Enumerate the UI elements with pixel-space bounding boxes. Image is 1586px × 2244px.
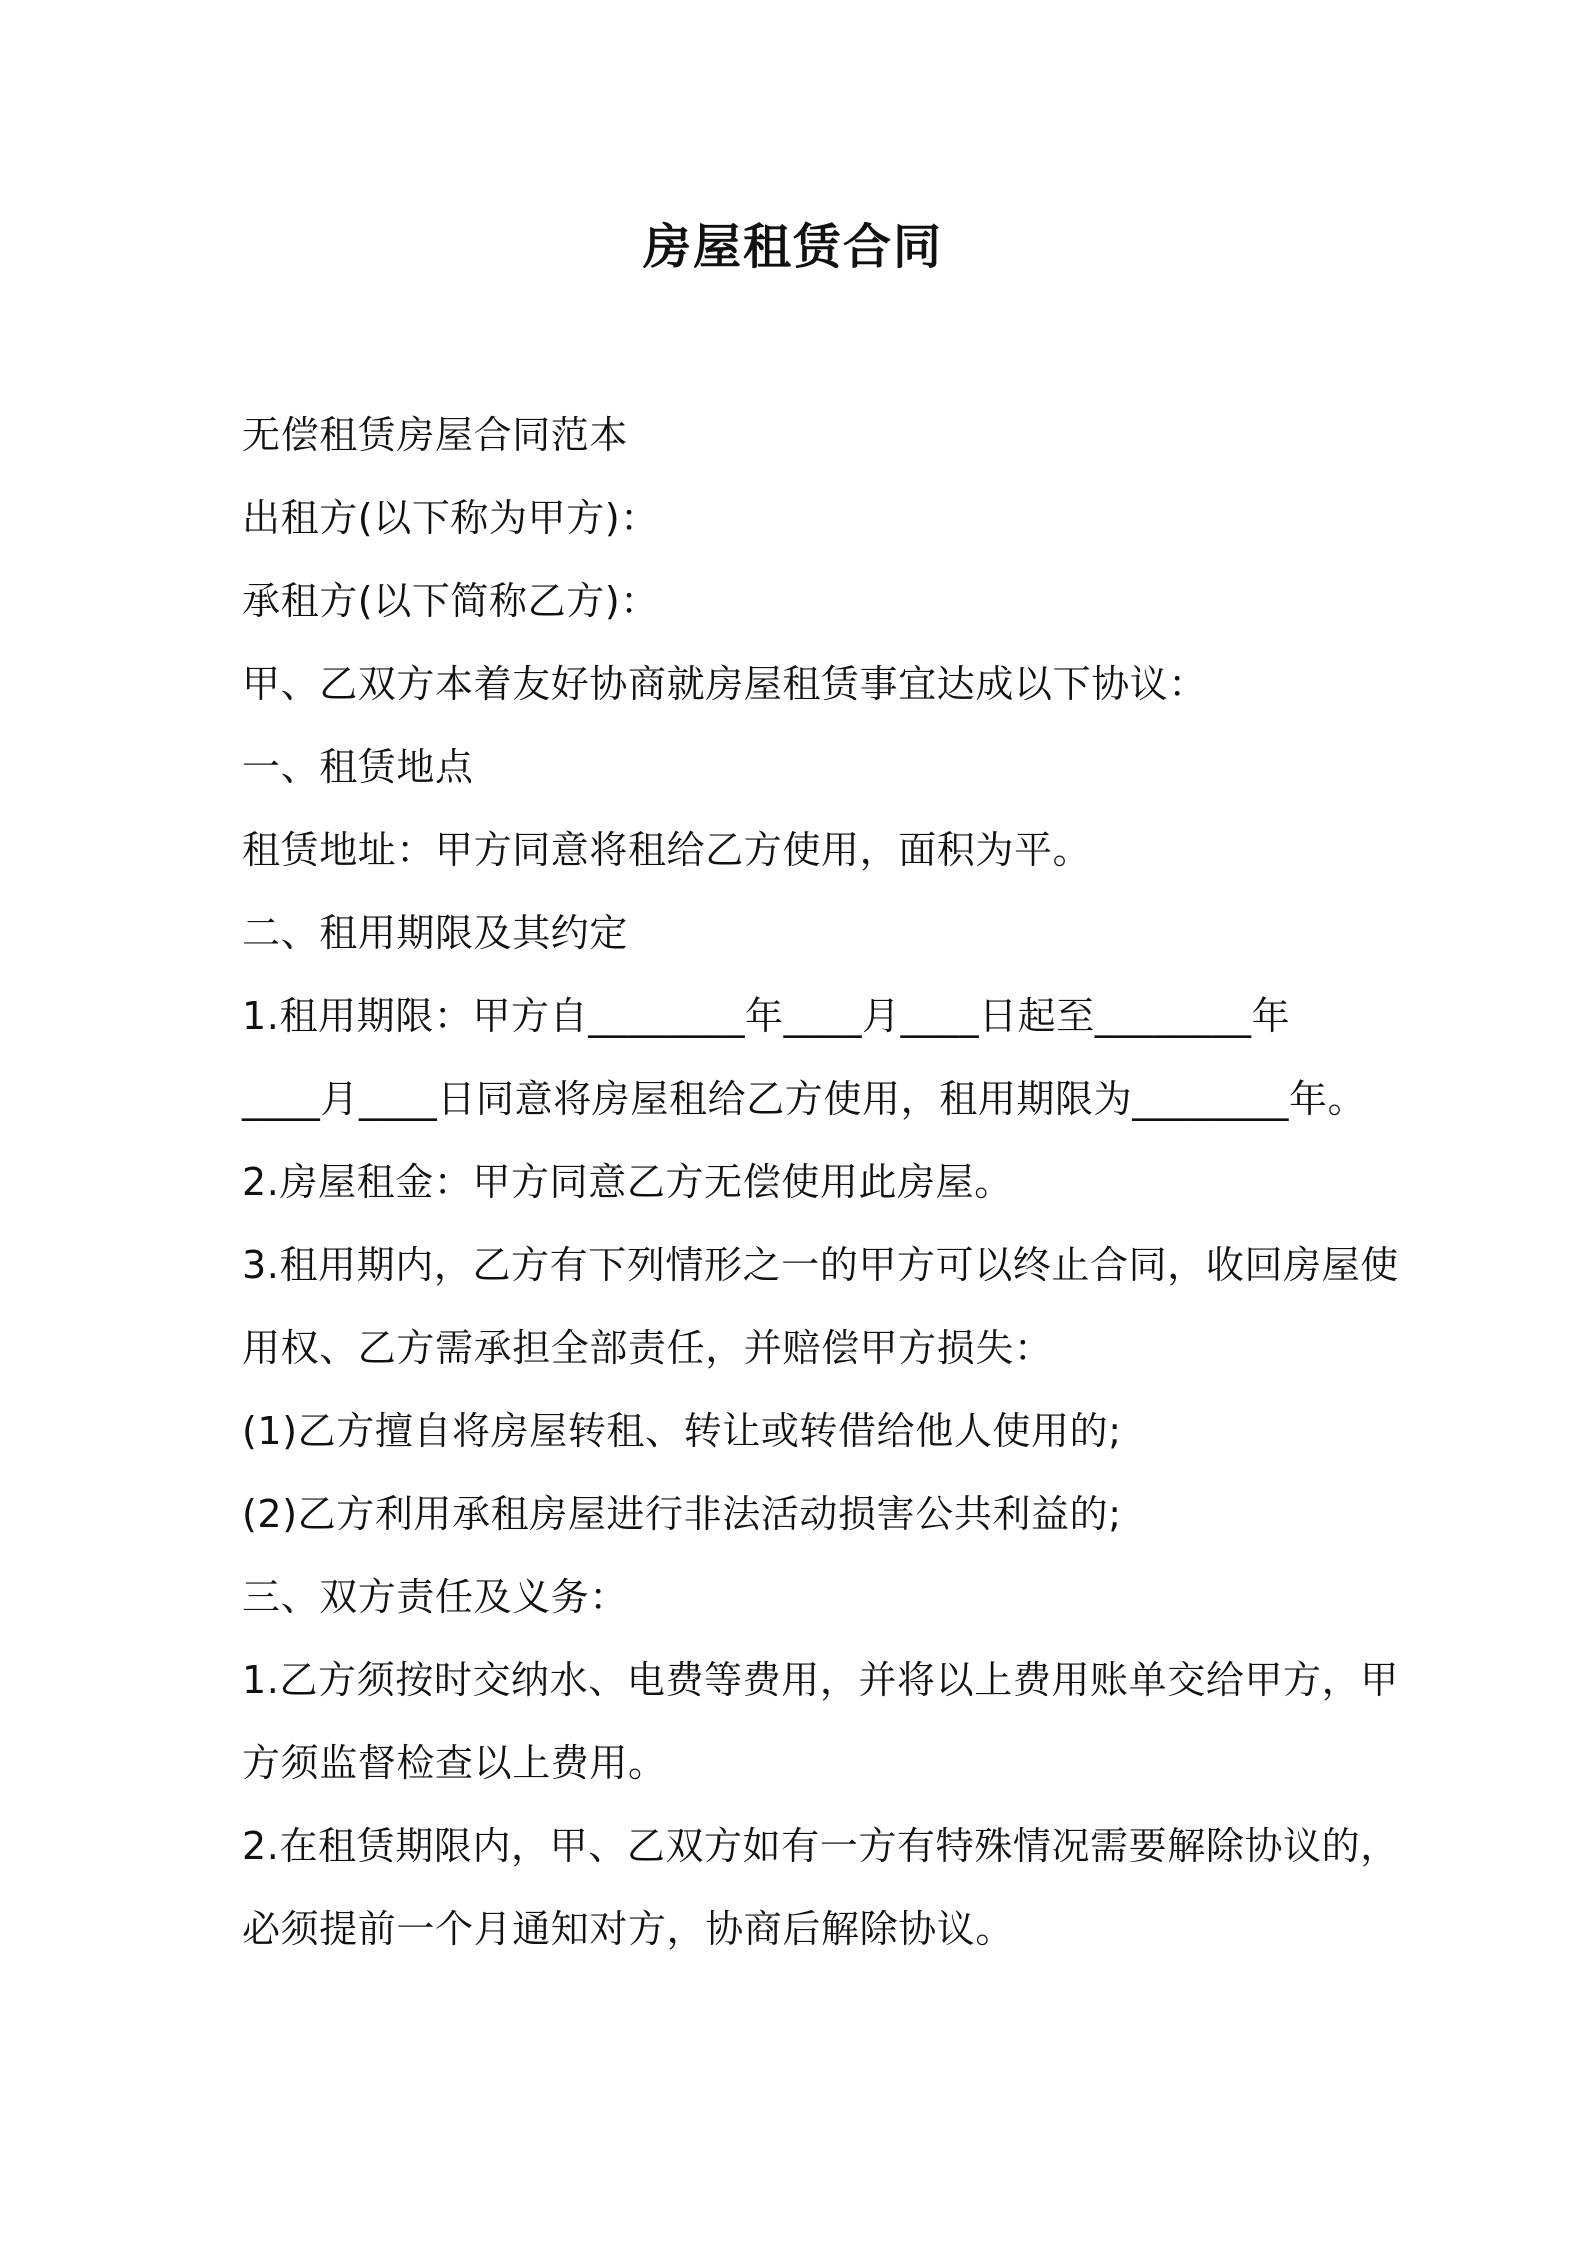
- paragraph-subtitle: 无偿租赁房屋合同范本: [242, 413, 629, 457]
- section-heading-term: 二、租用期限及其约定: [242, 911, 629, 955]
- clause-item-1: (1)乙方擅自将房屋转租、转让或转借给他人使用的;: [242, 1409, 1122, 1453]
- clause-termination-line-1: 3.租用期内，乙方有下列情形之一的甲方可以终止合同，收回房屋使: [242, 1243, 1399, 1287]
- clause-duty-2-line-2: 必须提前一个月通知对方，协商后解除协议。: [242, 1907, 1015, 1951]
- paragraph-agreement-intro: 甲、乙双方本着友好协商就房屋租赁事宜达成以下协议：: [242, 662, 1208, 706]
- clause-duty-2-line-1: 2.在租赁期限内，甲、乙双方如有一方有特殊情况需要解除协议的，: [242, 1824, 1399, 1868]
- section-heading-location: 一、租赁地点: [242, 745, 474, 789]
- section-heading-duties: 三、双方责任及义务：: [242, 1575, 629, 1619]
- clause-duty-1-line-2: 方须监督检查以上费用。: [242, 1741, 667, 1785]
- document-title: 房屋租赁合同: [642, 219, 943, 275]
- paragraph-lessor: 出租方(以下称为甲方)：: [242, 496, 659, 540]
- clause-term-line-2: ____月____日同意将房屋租给乙方使用，租用期限为________年。: [242, 1077, 1367, 1121]
- clause-termination-line-2: 用权、乙方需承担全部责任，并赔偿甲方损失：: [242, 1326, 1053, 1370]
- clause-rent: 2.房屋租金：甲方同意乙方无偿使用此房屋。: [242, 1160, 1013, 1204]
- clause-term-line-1: 1.租用期限：甲方自________年____月____日起至________年: [242, 994, 1291, 1038]
- clause-duty-1-line-1: 1.乙方须按时交纳水、电费等费用，并将以上费用账单交给甲方，甲: [242, 1658, 1399, 1702]
- paragraph-lessee: 承租方(以下简称乙方)：: [242, 579, 659, 623]
- paragraph-address: 租赁地址：甲方同意将租给乙方使用，面积为平。: [242, 828, 1092, 872]
- clause-item-2: (2)乙方利用承租房屋进行非法活动损害公共利益的;: [242, 1492, 1122, 1536]
